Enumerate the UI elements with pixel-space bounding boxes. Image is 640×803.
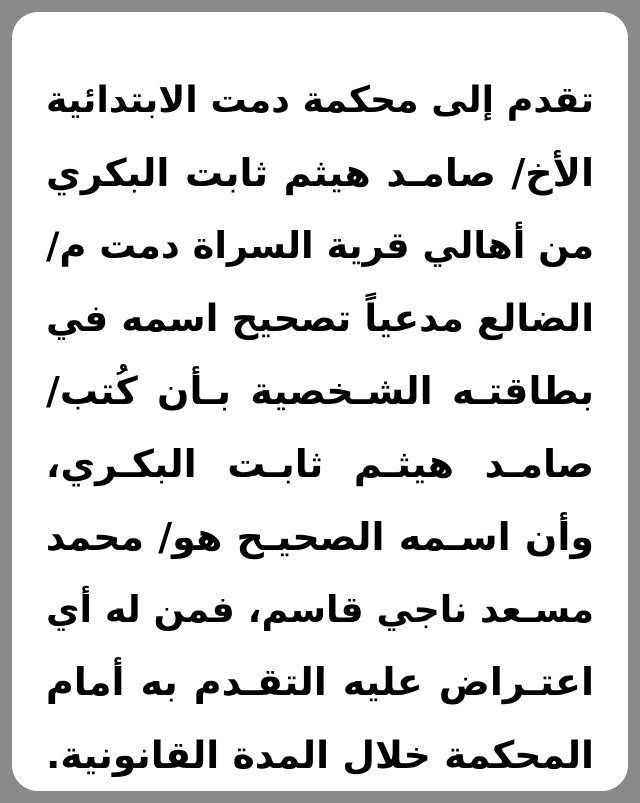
notice-line: صامـد هيثـم ثابـت البكـري، — [45, 441, 594, 486]
notice-line: الضالع مدعياً تصحيح اسمه في — [46, 296, 594, 341]
notice-line: مسـعد ناجي قاسم، فمن له أي — [46, 587, 594, 631]
notice-line: وأن اسـمه الصحيـح هو/ محمد — [45, 514, 594, 559]
notice-line: من أهالي قرية السراة دمت م/ — [46, 223, 594, 267]
notice-line: المحكمة خلال المدة القانونية. — [46, 733, 594, 778]
notice-frame — [12, 12, 628, 791]
notice-line: بطاقتـه الشـخصية بـأن كُتب/ — [46, 369, 594, 414]
notice-line: اعتـراض عليه التقـدم به أمام — [45, 660, 594, 705]
notice-line: تقدم إلى محكمة دمت الابتدائية — [46, 78, 594, 121]
notice-line: الأخ/ صامـد هيثم ثابت البكري — [46, 150, 594, 195]
notice-text — [46, 64, 594, 792]
